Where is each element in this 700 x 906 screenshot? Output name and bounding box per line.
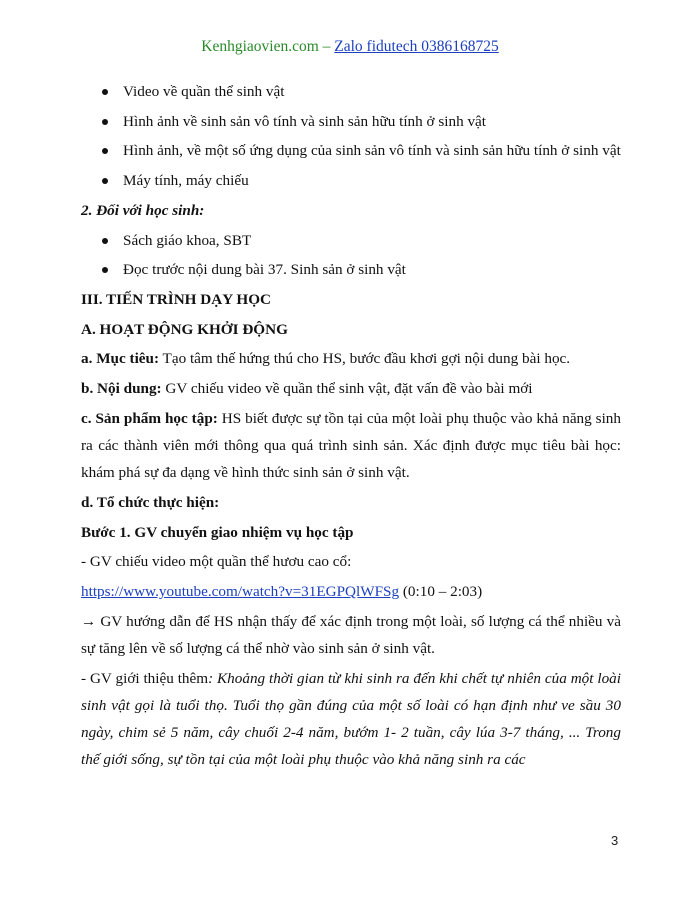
header-zalo-link[interactable]: Zalo fidutech 0386168725 xyxy=(334,38,499,55)
bullet-icon xyxy=(102,119,108,125)
document-body xyxy=(81,78,621,773)
intro-paragraph: - GV giới thiệu thêm: Khoảng thời gian từ khi sinh ra đến khi chết tự nhiên của một loài sinh vật gọi là tuổi thọ. Tuổi thọ gần đúng của một số loài có hạn định như ve sầu 30 ngày, chim sẻ 5 năm, cây chuối 2-4 năm, bướm 1- 2 tuần, cây lúa 3-7 tháng, ... Trong thế giới sống, sự tồn tại của một loài phụ thuộc vào khả năng sinh ra các xyxy=(81,669,621,769)
header-site[interactable]: Kenhgiaovien.com xyxy=(201,38,319,55)
header-separator: – xyxy=(318,38,335,55)
page-header xyxy=(0,38,700,56)
bullet-icon xyxy=(102,148,108,154)
content-line: b. Nội dung: GV chiếu video về quần thể sinh vật, đặt vấn đề vào bài mới xyxy=(81,380,533,398)
video-intro: - GV chiếu video một quần thể hươu cao cổ: xyxy=(81,553,352,571)
teacher-item: Hình ảnh, về một số ứng dụng của sinh sản vô tính và sinh sản hữu tính ở sinh vật xyxy=(81,137,621,164)
objective-line: a. Mục tiêu: Tạo tâm thế hứng thú cho HS, bước đầu khơi gợi nội dung bài học. xyxy=(81,350,571,368)
activity-title: A. HOẠT ĐỘNG KHỞI ĐỘNG xyxy=(81,320,288,338)
teacher-item: Máy tính, máy chiếu xyxy=(81,167,621,194)
product-paragraph: c. Sản phẩm học tập: HS biết được sự tồn tại của một loài phụ thuộc vào khả năng sinh ra các thành viên mới thông qua quá trình sinh sản. Xác định được mục tiêu bài học: khám phá sự đa dạng về hình thức sinh sản ở sinh vật. xyxy=(81,409,621,482)
student-item: Đọc trước nội dung bài 37. Sinh sản ở sinh vật xyxy=(81,256,621,283)
student-heading: 2. Đối với học sinh: xyxy=(81,201,205,219)
video-time: (0:10 – 2:03) xyxy=(399,582,483,600)
teacher-item: Video về quần thể sinh vật xyxy=(81,78,621,105)
bullet-icon xyxy=(102,267,108,273)
bullet-icon xyxy=(102,89,108,95)
bullet-icon xyxy=(102,178,108,184)
guide-paragraph: → GV hướng dẫn để HS nhận thấy để xác định trong một loài, số lượng cá thể nhiều và sự tăng lên về số lượng cá thể nhờ vào sinh sản ở sinh vật. xyxy=(81,612,621,657)
student-item: Sách giáo khoa, SBT xyxy=(81,227,621,254)
step1-heading: Bước 1. GV chuyển giao nhiệm vụ học tập xyxy=(81,523,354,541)
video-link-line xyxy=(81,578,621,605)
teacher-item: Hình ảnh về sinh sản vô tính và sinh sản hữu tính ở sinh vật xyxy=(81,108,621,135)
section-title: III. TIẾN TRÌNH DẠY HỌC xyxy=(81,290,272,308)
bullet-icon xyxy=(102,238,108,244)
organization-heading: d. Tổ chức thực hiện: xyxy=(81,493,220,511)
page-number: 3 xyxy=(611,833,619,848)
video-link[interactable]: https://www.youtube.com/watch?v=31EGPQlWFSg xyxy=(81,582,400,600)
